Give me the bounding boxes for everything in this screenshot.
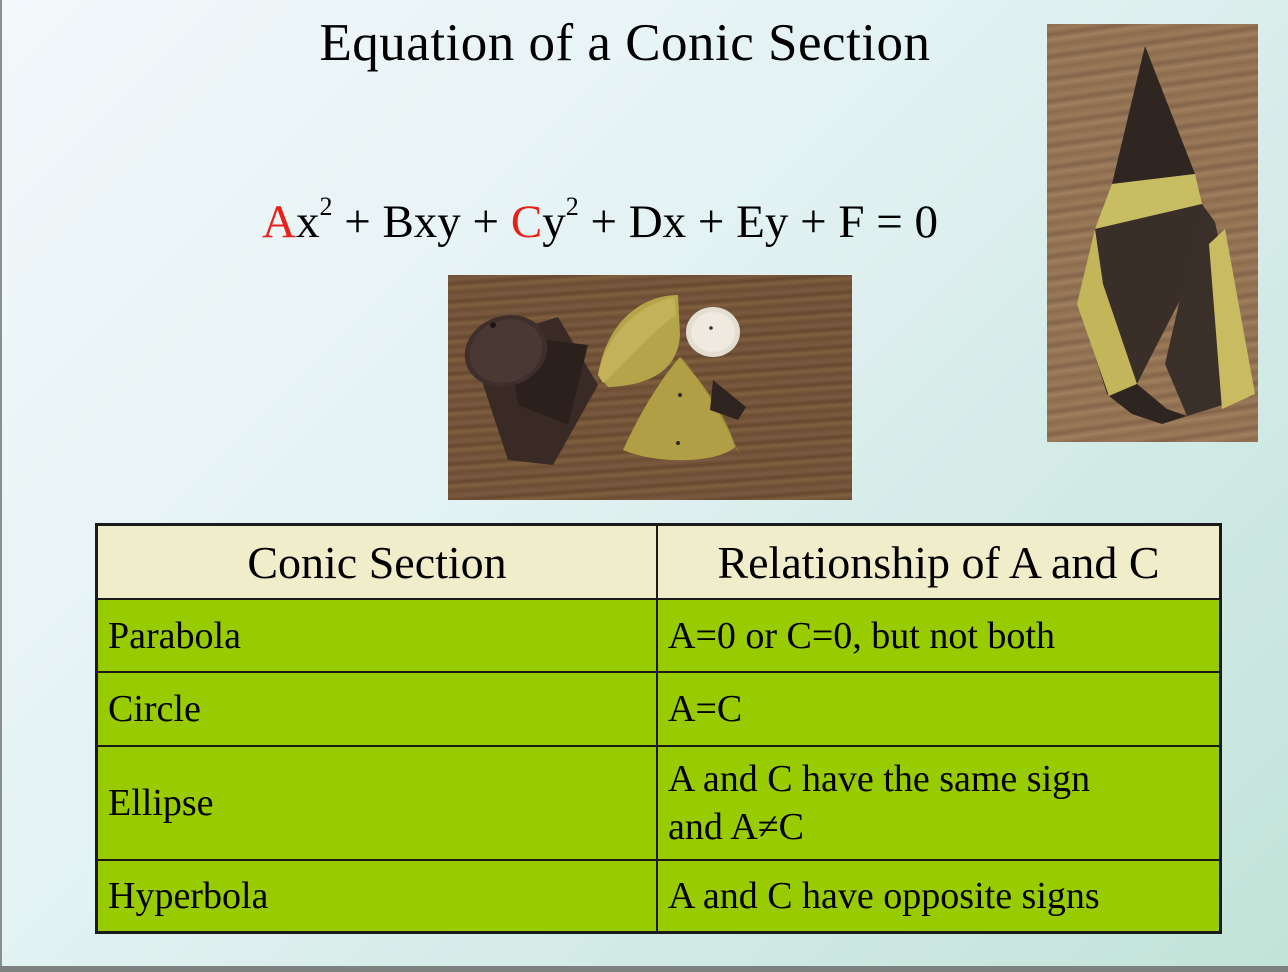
header-relationship: Relationship of A and C <box>657 525 1221 600</box>
equation-tail: + Dx + Ey + F = 0 <box>578 196 939 248</box>
cell-section-circle: Circle <box>97 672 658 745</box>
table-row <box>97 746 1221 860</box>
header-conic-section: Conic Section <box>97 525 658 600</box>
relationship-ellipse-line1: A and C have the same sign <box>668 757 1091 800</box>
coefficient-a: A <box>262 196 296 248</box>
equation-middle: + Bxy + <box>332 196 511 248</box>
conic-equation <box>262 192 1042 252</box>
table-row <box>97 599 1221 672</box>
table-row <box>97 672 1221 745</box>
equation-y: y <box>542 196 566 248</box>
exponent-y: 2 <box>565 192 579 221</box>
slide-border-left <box>0 0 2 972</box>
table-row <box>97 860 1221 933</box>
slide-title: Equation of a Conic Section <box>319 14 931 72</box>
coefficient-c: C <box>510 196 543 248</box>
cell-relationship-circle: A=C <box>657 672 1221 745</box>
equation-x: x <box>295 196 320 248</box>
exponent-x: 2 <box>319 192 333 221</box>
slide-border-bottom <box>0 966 1288 972</box>
cell-section-ellipse: Ellipse <box>97 746 658 860</box>
table-header-row <box>97 525 1221 600</box>
conic-pieces-photo <box>448 275 852 500</box>
cell-relationship-ellipse <box>657 746 1221 860</box>
cell-relationship-parabola: A=0 or C=0, but not both <box>657 599 1221 672</box>
conic-pieces-illustration <box>448 275 852 500</box>
relationship-ellipse-line2: and A≠C <box>668 805 804 848</box>
cell-section-parabola: Parabola <box>97 599 658 672</box>
cone-model-photo <box>1047 24 1258 442</box>
cell-relationship-hyperbola: A and C have opposite signs <box>657 860 1221 933</box>
cone-illustration <box>1047 24 1258 442</box>
conic-relationship-table <box>95 523 1222 934</box>
cell-section-hyperbola: Hyperbola <box>97 860 658 933</box>
